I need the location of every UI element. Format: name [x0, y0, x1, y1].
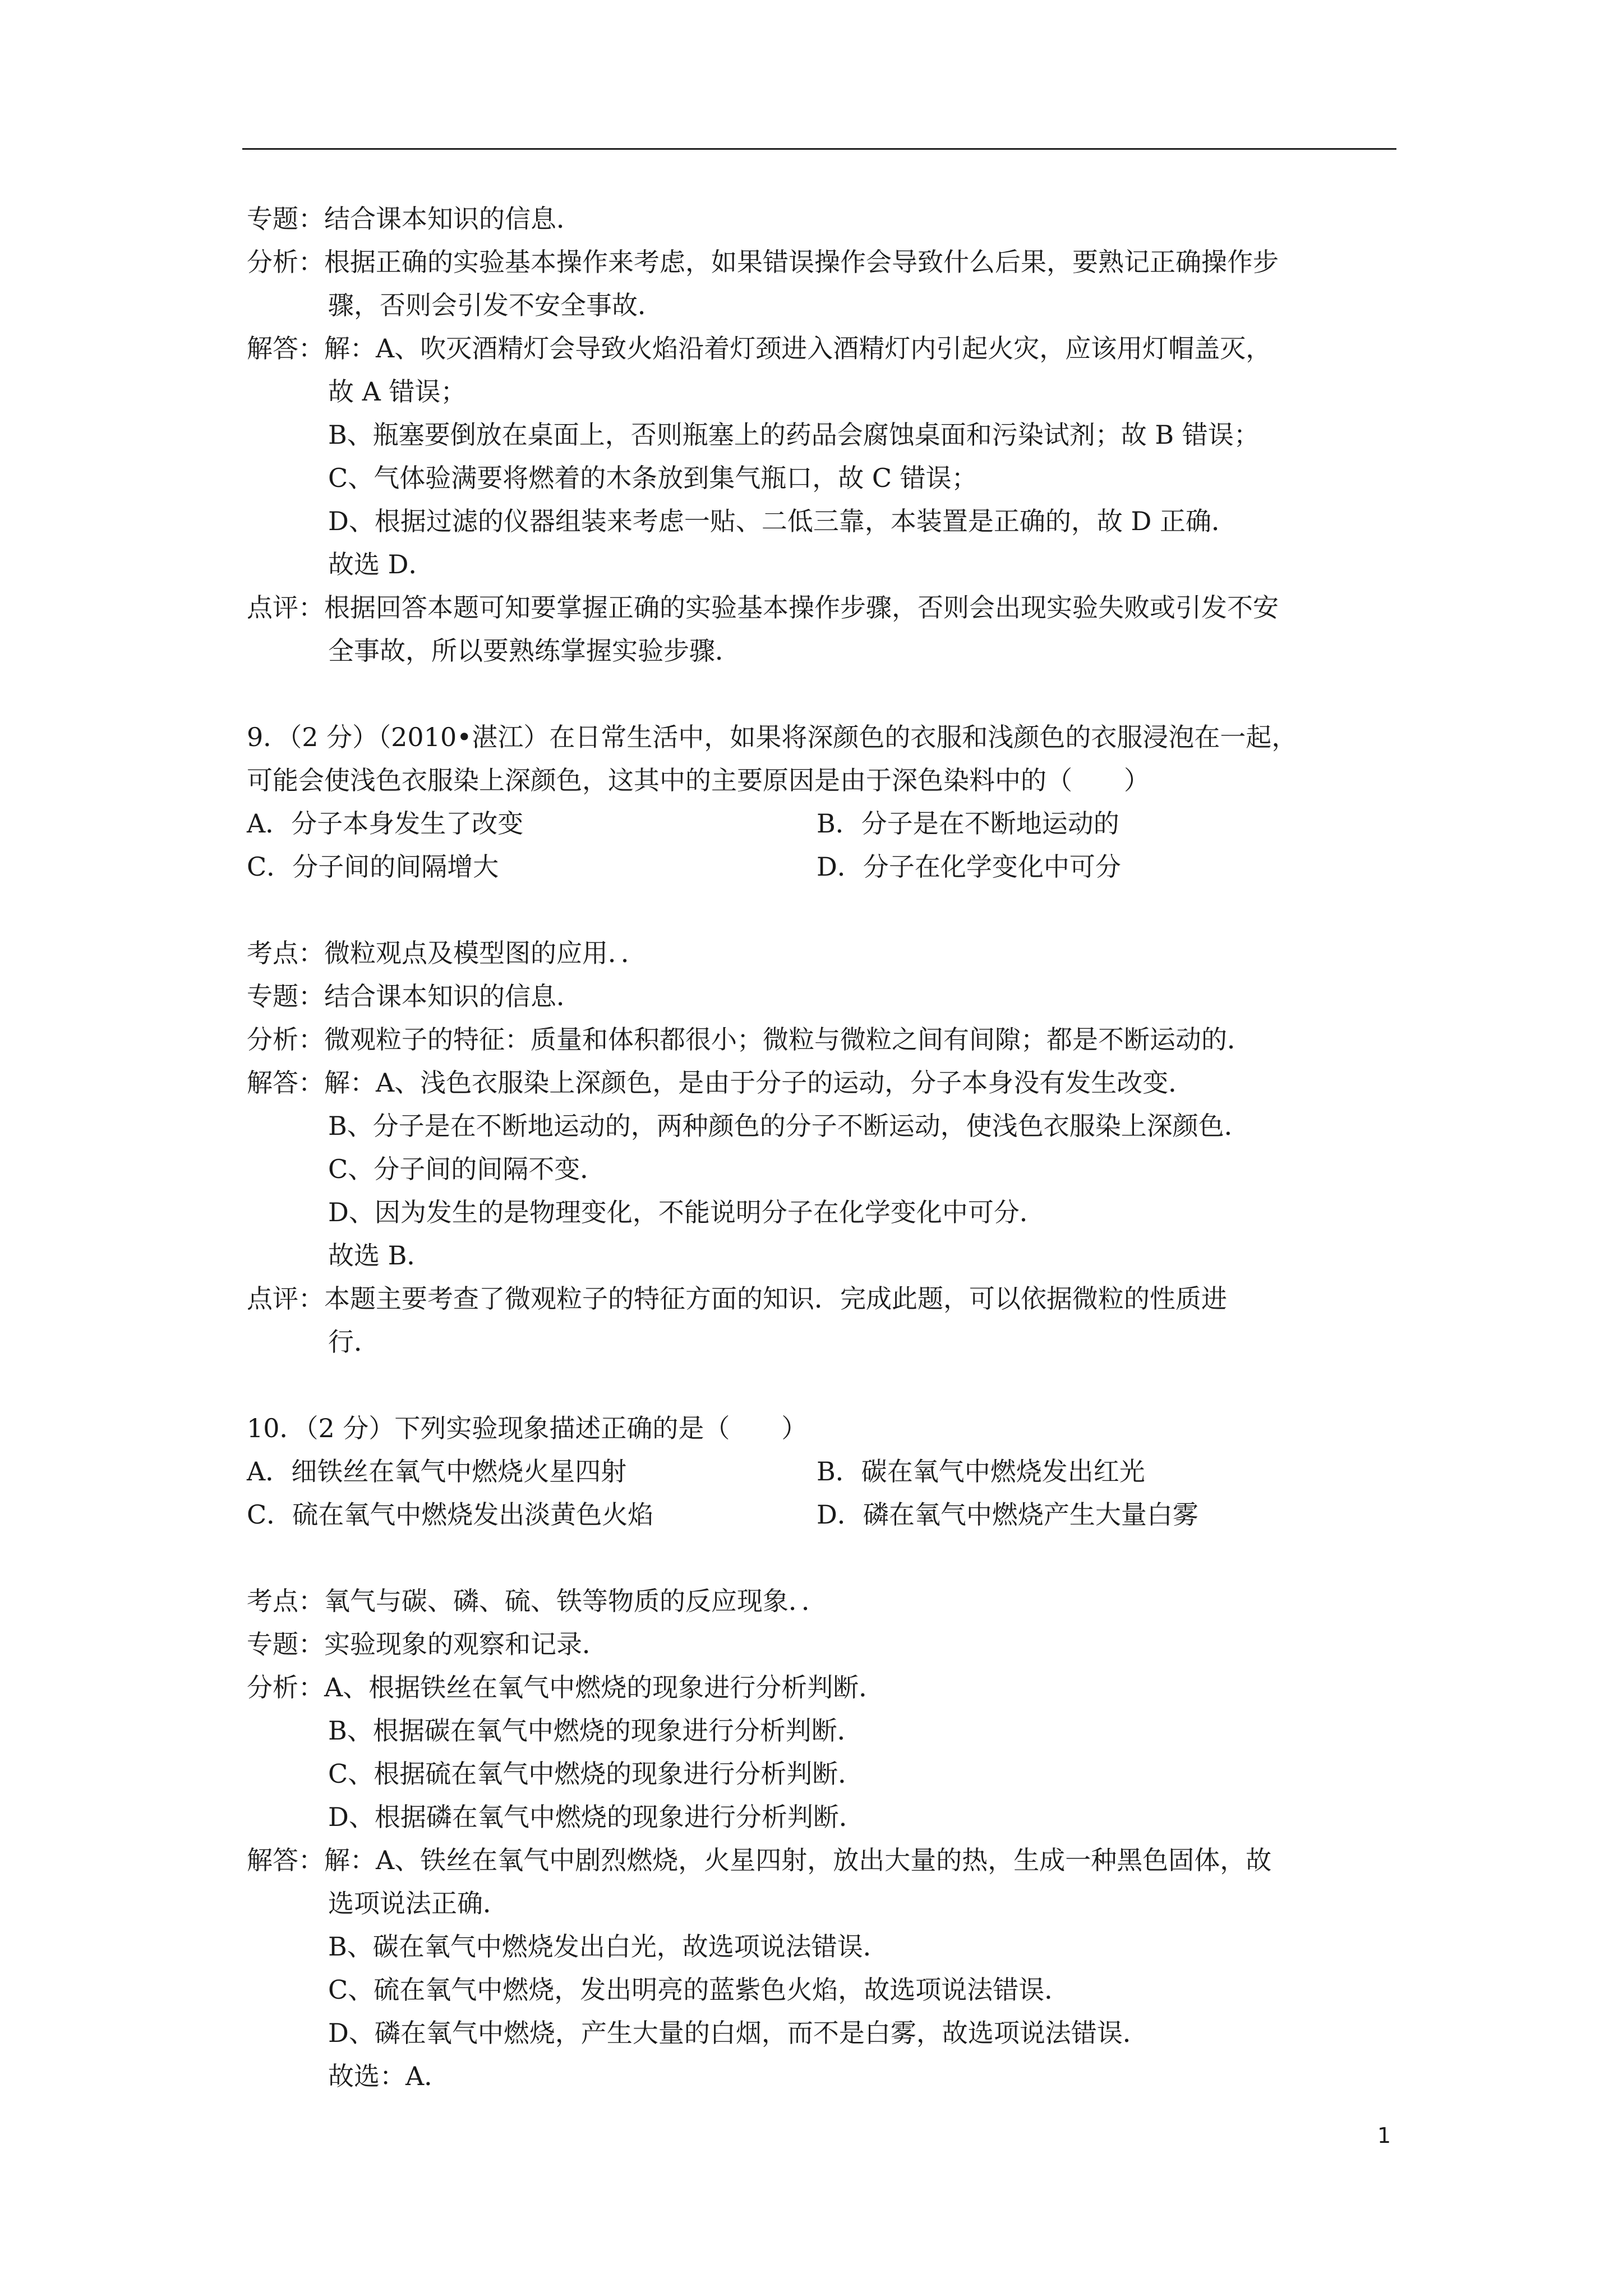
- q9-stem-1: 9．（2 分）（2010•湛江）在日常生活中，如果将深颜色的衣服和浅颜色的衣服浸泡在一起，: [247, 722, 1298, 752]
- q9-option-b: B．分子是在不断地运动的: [817, 808, 1119, 839]
- q10-fenxi-2: B、根据碳在氧气中燃烧的现象进行分析判断．: [328, 1715, 863, 1746]
- q8-zhuanti: 专题：结合课本知识的信息．: [247, 204, 582, 234]
- q8-fenxi-2: 骤，否则会引发不安全事故．: [328, 290, 663, 320]
- q9-option-d: D．分子在化学变化中可分: [817, 852, 1121, 882]
- q10-option-d: D．磷在氧气中燃烧产生大量白雾: [817, 1499, 1198, 1530]
- q10-fenxi-4: D、根据磷在氧气中燃烧的现象进行分析判断．: [328, 1802, 865, 1832]
- q8-jieda-1: 解答：解：A、吹灭酒精灯会导致火焰沿着灯颈进入酒精灯内引起火灾，应该用灯帽盖灭，: [247, 333, 1272, 364]
- q8-dianping-1: 点评：根据回答本题可知要掌握正确的实验基本操作步骤，否则会出现实验失败或引发不安: [247, 592, 1279, 623]
- q10-option-b: B．碳在氧气中燃烧发出红光: [817, 1456, 1145, 1487]
- q10-stem: 10．（2 分）下列实验现象描述正确的是（ ）: [247, 1413, 808, 1443]
- q9-jieda-1: 解答：解：A、浅色衣服染上深颜色，是由于分子的运动，分子本身没有发生改变．: [247, 1068, 1195, 1098]
- q9-dianping-2: 行．: [328, 1327, 380, 1357]
- q10-fenxi-3: C、根据硫在氧气中燃烧的现象进行分析判断．: [328, 1759, 864, 1789]
- q9-fenxi: 分析：微观粒子的特征：质量和体积都很小；微粒与微粒之间有间隙；都是不断运动的．: [247, 1024, 1253, 1055]
- q10-jieda-3: B、碳在氧气中燃烧发出白光，故选项说法错误．: [328, 1931, 889, 1962]
- q9-zhuanti: 专题：结合课本知识的信息．: [247, 981, 582, 1011]
- q10-jieda-6: 故选：A．: [328, 2061, 450, 2091]
- q9-jieda-2: B、分子是在不断地运动的，两种颜色的分子不断运动，使浅色衣服染上深颜色．: [328, 1111, 1250, 1141]
- q9-option-a: A．分子本身发生了改变: [247, 808, 524, 839]
- q10-kaodian: 考点：氧气与碳、磷、硫、铁等物质的反应现象．．: [247, 1586, 827, 1616]
- page-content: [247, 197, 1408, 2098]
- header-rule: [242, 148, 1396, 150]
- q9-kaodian: 考点：微粒观点及模型图的应用．．: [247, 938, 647, 968]
- q10-options-row-1: [247, 1450, 1408, 1493]
- q10-jieda-5: D、磷在氧气中燃烧，产生大量的白烟，而不是白雾，故选项说法错误．: [328, 2018, 1149, 2048]
- q8-fenxi-1: 分析：根据正确的实验基本操作来考虑，如果错误操作会导致什么后果，要熟记正确操作步: [247, 247, 1279, 277]
- q8-dianping-2: 全事故，所以要熟练掌握实验步骤．: [328, 636, 741, 666]
- q9-options-row-1: [247, 802, 1408, 845]
- q9-stem-2: 可能会使浅色衣服染上深颜色，这其中的主要原因是由于深色染料中的（ ）: [247, 765, 1150, 795]
- q8-jieda-6: 故选 D．: [328, 549, 435, 579]
- q8-jieda-4: C、气体验满要将燃着的木条放到集气瓶口，故 C 错误；: [328, 463, 978, 493]
- q9-options-row-2: [247, 845, 1408, 889]
- q9-option-c: C．分子间的间隔增大: [247, 852, 499, 882]
- q8-jieda-5: D、根据过滤的仪器组装来考虑一贴、二低三靠，本装置是正确的，故 D 正确．: [328, 506, 1238, 536]
- q10-fenxi-1: 分析：A、根据铁丝在氧气中燃烧的现象进行分析判断．: [247, 1672, 885, 1703]
- q9-dianping-1: 点评：本题主要考查了微观粒子的特征方面的知识．完成此题，可以依据微粒的性质进: [247, 1283, 1227, 1314]
- q9-jieda-3: C、分子间的间隔不变．: [328, 1154, 606, 1184]
- q10-jieda-4: C、硫在氧气中燃烧，发出明亮的蓝紫色火焰，故选项说法错误．: [328, 1975, 1071, 2005]
- q10-option-c: C．硫在氧气中燃烧发出淡黄色火焰: [247, 1499, 654, 1530]
- q10-options-row-2: [247, 1493, 1408, 1536]
- q9-jieda-4: D、因为发生的是物理变化，不能说明分子在化学变化中可分．: [328, 1197, 1045, 1227]
- page-number: 1: [1377, 2123, 1391, 2148]
- q9-jieda-5: 故选 B．: [328, 1240, 433, 1271]
- q8-jieda-3: B、瓶塞要倒放在桌面上，否则瓶塞上的药品会腐蚀桌面和污染试剂；故 B 错误；: [328, 420, 1260, 450]
- q8-jieda-2: 故 A 错误；: [328, 376, 467, 407]
- q10-jieda-2: 选项说法正确．: [328, 1888, 509, 1918]
- q10-option-a: A．细铁丝在氧气中燃烧火星四射: [247, 1456, 627, 1487]
- q10-zhuanti: 专题：实验现象的观察和记录．: [247, 1629, 608, 1659]
- q10-jieda-1: 解答：解：A、铁丝在氧气中剧烈燃烧，火星四射，放出大量的热，生成一种黑色固体，故: [247, 1845, 1272, 1875]
